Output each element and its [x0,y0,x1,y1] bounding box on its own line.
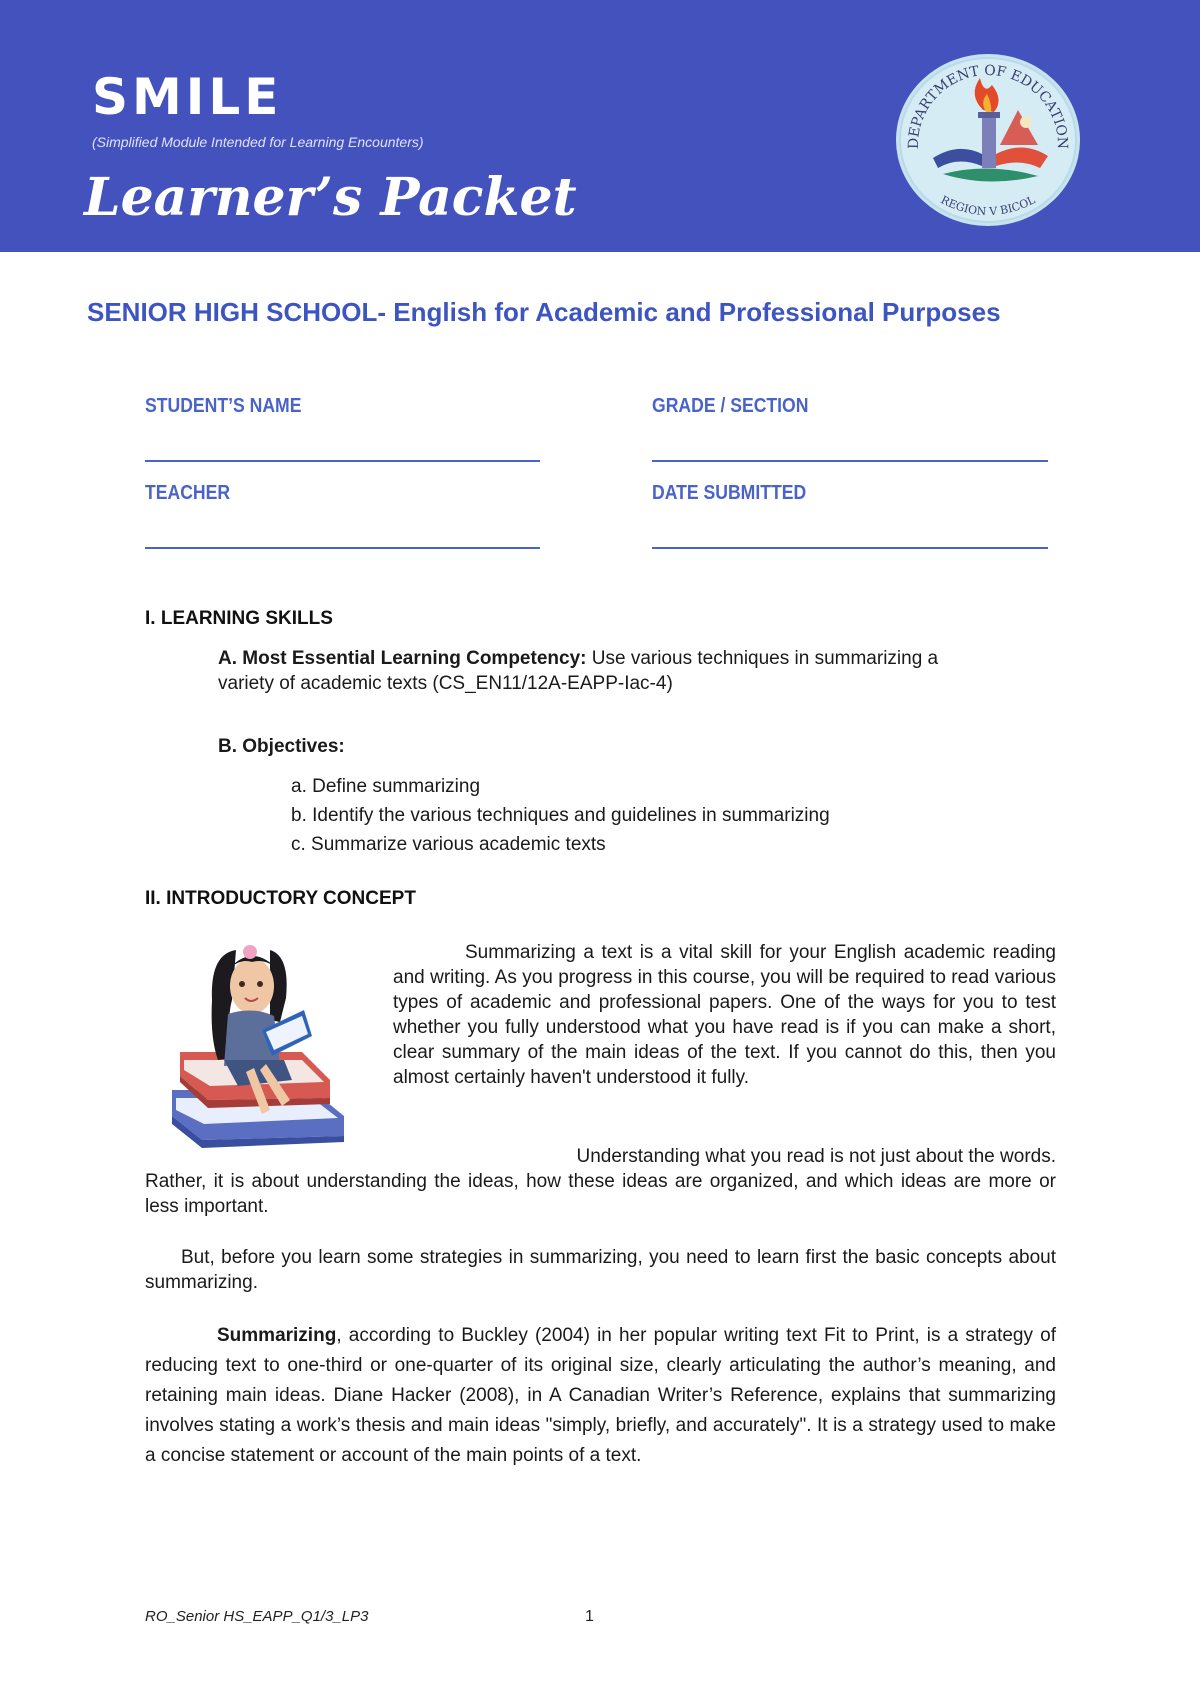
intro-paragraph-2 [145,1144,1056,1219]
summarizing-definition-paragraph [145,1321,1056,1471]
intro-paragraph-1: Summarizing a text is a vital skill for your English academic reading and writing. As you progress in this course, you will be required to read various types of academic and professional papers. One of the ways for you to test whether you fully understood what you have read is if you can make a short, clear summary of the main ideas of the text. If you cannot do this, then you almost certainly haven't understood it fully. [393,942,1056,1088]
summarizing-term: Summarizing [217,1325,337,1346]
objectives-list [291,772,830,859]
summarizing-definition-text: , according to Buckley (2004) in her popular writing text Fit to Print, is a strategy of reducing text to one-third or one-quarter of its original size, clearly articulating the author’s meaning, and retaining main ideas. Diane Hacker (2008), in A Canadian Writer’s Reference, explains that summarizing involves stating a work’s thesis and main ideas "simply, briefly, and accurately". It is a strategy used to make a concise statement or account of the main points of a text. [145,1325,1056,1466]
intro-paragraph-3: But, before you learn some strategies in summarizing, you need to learn first the basic concepts about summarizing. [145,1247,1056,1293]
competency-text-line1: Use various techniques in summarizing a [586,648,939,669]
seal-bottom-text: REGION V BICOL [938,193,1038,219]
intro-paragraph-2-rest: Rather, it is about understanding the ideas, how these ideas are organized, and which ideas are more or less important. [145,1171,1056,1217]
intro-paragraph-2-line1: Understanding what you read is not just about the words. [576,1146,1056,1167]
student-name-line[interactable] [145,460,540,462]
brand-logo-text: SMILE [92,68,283,126]
date-submitted-label: DATE SUBMITTED [652,482,807,504]
header-banner [0,0,1200,252]
grade-section-label: GRADE / SECTION [652,395,809,417]
girl-reading-books-illustration [162,940,352,1152]
date-submitted-line[interactable] [652,547,1048,549]
student-name-label: STUDENT’S NAME [145,395,302,417]
competency-paragraph [218,646,1058,696]
deped-seal-logo [888,50,1088,230]
brand-subtitle: (Simplified Module Intended for Learning Encounters) [92,134,424,150]
section-learning-skills-heading: I. LEARNING SKILLS [145,608,333,629]
footer-code: RO_Senior HS_EAPP_Q1/3_LP3 [145,1608,369,1625]
section-introductory-concept-heading: II. INTRODUCTORY CONCEPT [145,888,416,909]
page-number: 1 [585,1608,594,1625]
seal-top-text: DEPARTMENT OF EDUCATION [905,62,1071,150]
objective-item: b. Identify the various techniques and guidelines in summarizing [291,805,830,826]
competency-label: A. Most Essential Learning Competency: [218,648,587,669]
competency-text-line2: variety of academic texts (CS_EN11/12A-EAPP-Iac-4) [218,673,673,694]
objective-item: c. Summarize various academic texts [291,834,606,855]
teacher-line[interactable] [145,547,540,549]
grade-section-line[interactable] [652,460,1048,462]
teacher-label: TEACHER [145,482,231,504]
packet-title: Learner’s Packet [84,167,577,228]
objectives-label: B. Objectives: [218,736,345,757]
objective-item: a. Define summarizing [291,776,481,797]
subject-title: SENIOR HIGH SCHOOL- English for Academic and Professional Purposes [87,297,1001,327]
